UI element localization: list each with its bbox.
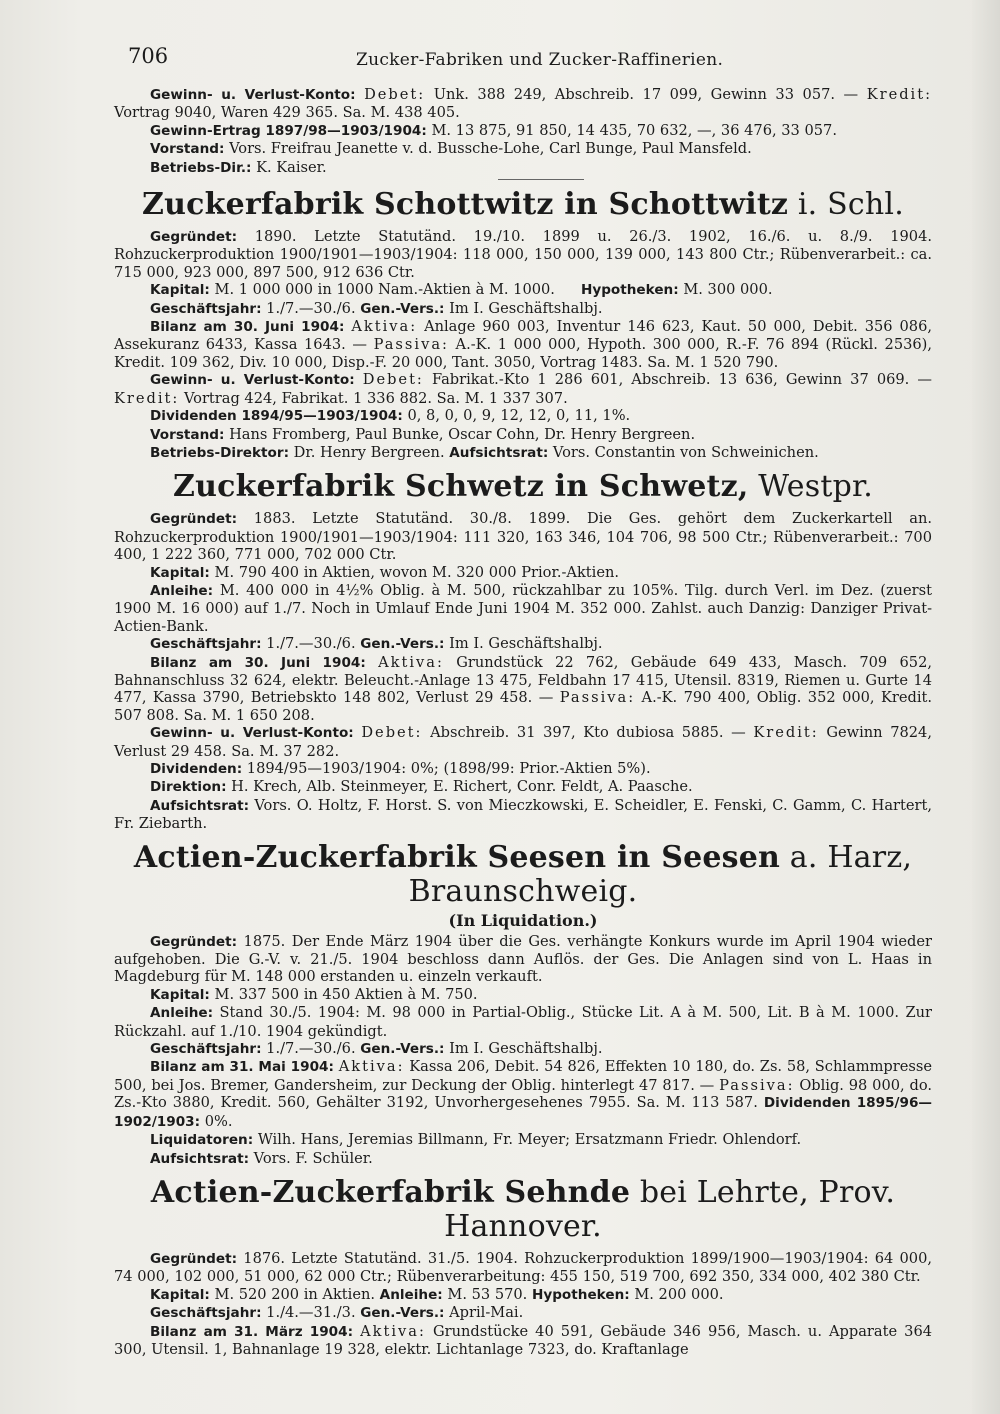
- text: 1./4.—31./3.: [266, 1304, 356, 1322]
- label: Vorstand:: [150, 141, 225, 158]
- paragraph-bilanz: [114, 1058, 932, 1131]
- label: Geschäftsjahr:: [150, 636, 262, 653]
- text: Grundstück 22 762, Gebäude 649 433, Masch. 709 652, Bahnanschluss 32 624, elektr. Beleucht.-Anlage 13 475, Feldbahn 17 415, Utensil. 8319, Riemen u. Gurte 14 477, Kassa 3790, Betriebskto 148 802, Verlust 29 458. —: [114, 653, 932, 707]
- text: Kassa 206, Debit. 54 826, Effekten 10 180, do. Zs. 58, Schlammpresse 500, bei Jos. Bremer, Gandersheim, zur Deckung der Oblig. hinterlegt 47 817. —: [114, 1058, 932, 1094]
- title-main: Actien-Zuckerfabrik Seesen in Seesen: [133, 839, 781, 875]
- label-aktiva: Aktiva:: [351, 318, 418, 336]
- label: Anleihe:: [379, 1286, 443, 1303]
- paragraph-anleihe: [114, 582, 932, 635]
- company-title: [114, 470, 932, 504]
- paragraph-vorstand: [114, 140, 932, 158]
- label: Vorstand:: [150, 426, 225, 443]
- label: Liquidatoren:: [150, 1132, 254, 1149]
- title-main: Actien-Zuckerfabrik Sehnde: [150, 1174, 631, 1210]
- label-passiva: Passiva:: [559, 689, 636, 707]
- label: Anleihe:: [150, 1005, 214, 1022]
- paragraph-aufsichtsrat: [114, 797, 932, 833]
- text: 0, 8, 0, 0, 9, 12, 12, 0, 11, 1%.: [407, 407, 631, 425]
- text: M. 400 000 in 4½% Oblig. à M. 500, rückzahlbar zu 105%. Tilg. durch Verl. im Dez. (zuerst 1900 M. 16 000) auf 1./7. Noch in Umlauf Ende Juni 1904 M. 352 000. Zahlst. auch Danzig: Danziger Privat-Actien-Bank.: [114, 581, 932, 635]
- text: Vors. Constantin von Schweinichen.: [552, 443, 819, 461]
- label: Gewinn- u. Verlust-Konto:: [150, 725, 354, 742]
- text: 1894/95—1903/1904: 0%; (1898/99: Prior.-Aktien 5%).: [246, 760, 651, 777]
- label: Kapital:: [150, 1286, 210, 1303]
- label: Dividenden 1895/96—1902/1903:: [114, 1095, 933, 1130]
- text: K. Kaiser.: [256, 158, 327, 176]
- label: Gegründet:: [150, 511, 238, 528]
- label: Gewinn-Ertrag 1897/98—1903/1904:: [150, 122, 427, 139]
- label-kredit: Kredit:: [114, 389, 180, 407]
- text: 1875. Der Ende März 1904 über die Ges. verhängte Konkurs wurde im April 1904 wieder aufgehoben. Die G.-V. v. 21./5. 1904 beschloss dann Auflös. der Ges. Die Anlagen sind von L. Haas in Magdeburg für M. 148 000 erstanden u. einzeln verkauft.: [114, 932, 932, 986]
- label: Gegründet:: [150, 1250, 238, 1267]
- text: M. 1 000 000 in 1000 Nam.-Aktien à M. 1000.: [214, 281, 555, 299]
- paragraph-geschaeftsjahr: [114, 300, 932, 318]
- label: Geschäftsjahr:: [150, 300, 262, 317]
- label: Gen.-Vers.:: [360, 636, 445, 653]
- label: Anleihe:: [150, 582, 214, 599]
- label: Bilanz am 31. Mai 1904:: [150, 1059, 334, 1076]
- divider: [498, 179, 584, 180]
- text: 0%.: [204, 1112, 233, 1130]
- text: Fabrikat.-Kto 1 286 601, Abschreib. 13 636, Gewinn 37 069. —: [431, 371, 932, 389]
- text: Grundstücke 40 591, Gebäude 346 956, Masch. u. Apparate 364 300, Utensil. 1, Bahnanlage 19 328, elektr. Lichtanlage 7323, do. Kraftanlage: [114, 1322, 933, 1358]
- text: Dr. Henry Bergreen.: [293, 443, 445, 461]
- text: Vors. Freifrau Jeanette v. d. Bussche-Lohe, Carl Bunge, Paul Mansfeld.: [229, 140, 752, 158]
- text: Vors. O. Holtz, F. Horst. S. von Mieczkowski, E. Scheidler, E. Fenski, C. Gamm, C. Hartert, Fr. Ziebarth.: [114, 796, 932, 833]
- paragraph-gegruendet: [114, 510, 932, 563]
- label: Kapital:: [150, 564, 210, 581]
- label: Dividenden:: [150, 761, 243, 777]
- entry-sehnde: [114, 1176, 932, 1358]
- label-debet: Debet:: [364, 86, 426, 103]
- label-passiva: Passiva:: [719, 1076, 795, 1094]
- paragraph-guv: [114, 724, 932, 760]
- paragraph-geschaeftsjahr: [114, 635, 932, 653]
- entry-seesen: [114, 841, 932, 1168]
- paragraph-dividenden: [114, 407, 932, 425]
- label-aktiva: Aktiva:: [378, 653, 444, 671]
- paragraph-direktion: [114, 778, 932, 796]
- text: Anlage 960 003, Inventur 146 623, Kaut. 50 000, Debit. 356 086, Assekuranz 6433, Kassa 1643. —: [114, 318, 932, 354]
- paragraph-bilanz: [114, 1323, 932, 1359]
- text: Vortrag 9040, Waren 429 365. Sa. M. 438 405.: [114, 104, 460, 122]
- page-edge: [972, 0, 1000, 1414]
- paragraph-bilanz: [114, 318, 932, 371]
- label: Gewinn- u. Verlust-Konto:: [150, 87, 356, 103]
- text: Im I. Geschäftshalbj.: [449, 1040, 603, 1058]
- company-title: [114, 841, 932, 909]
- label-kredit: Kredit:: [866, 86, 932, 103]
- text: Im I. Geschäftshalbj.: [449, 299, 603, 317]
- paragraph-guv: [114, 371, 932, 407]
- entry-schwetz: [114, 470, 932, 832]
- label: Geschäftsjahr:: [150, 1305, 262, 1322]
- label: Gegründet:: [150, 933, 238, 950]
- paragraph-bilanz: [114, 654, 932, 725]
- paragraph-kapital: [114, 564, 932, 582]
- paragraph-gv: [114, 86, 932, 122]
- text: M. 300 000.: [683, 281, 773, 299]
- text: 1./7.—30./6.: [266, 299, 356, 317]
- text: M. 337 500 in 450 Aktien à M. 750.: [214, 985, 478, 1003]
- label: Geschäftsjahr:: [150, 1041, 262, 1058]
- text: Gewinn 7824, Verlust 29 458. Sa. M. 37 282.: [114, 724, 932, 760]
- paragraph-ertrag: [114, 122, 932, 140]
- text: M. 53 570.: [447, 1285, 528, 1303]
- label: Kapital:: [150, 282, 210, 299]
- page-number: 706: [128, 44, 169, 68]
- label-passiva: Passiva:: [373, 336, 449, 354]
- title-main: Zuckerfabrik Schwetz in Schwetz,: [173, 469, 749, 505]
- running-title: Zucker-Fabriken und Zucker-Raffinerien.: [356, 50, 724, 70]
- label: Kapital:: [150, 986, 210, 1003]
- paragraph-geschaeftsjahr: [114, 1040, 932, 1058]
- paragraph-geschaeftsjahr: [114, 1304, 932, 1322]
- paragraph-gegruendet: [114, 228, 932, 281]
- label: Bilanz am 31. März 1904:: [150, 1323, 354, 1340]
- paragraph-liquidatoren: [114, 1131, 932, 1149]
- text: A.-K. 1 000 000, Hypoth. 300 000, R.-F. 76 894 (Rückl. 2536), Kredit. 109 362, Div. 10 000, Disp.-F. 20 000, Tant. 3050, Vortrag 1483. Sa. M. 1 520 790.: [114, 336, 933, 371]
- paragraph-gegruendet: [114, 933, 932, 986]
- label: Gegründet:: [150, 229, 238, 246]
- label: Gen.-Vers.:: [360, 1305, 445, 1322]
- label-aktiva: Aktiva:: [338, 1058, 405, 1076]
- label: Hypotheken:: [531, 1286, 630, 1303]
- paragraph-kapital: [114, 1286, 932, 1304]
- company-title: [114, 1176, 932, 1244]
- text: Stand 30./5. 1904: M. 98 000 in Partial-Oblig., Stücke Lit. A à M. 500, Lit. B à M. 1000. Zur Rückzahl. auf 1./10. 1904 gekündigt.: [114, 1004, 933, 1040]
- paragraph-dividenden: [114, 760, 932, 778]
- paragraph-anleihe: [114, 1004, 932, 1040]
- page-content: [114, 86, 932, 1358]
- label-kredit: Kredit:: [753, 724, 819, 742]
- label: Hypotheken:: [580, 282, 679, 299]
- label-aktiva: Aktiva:: [360, 1322, 426, 1340]
- paragraph-vorstand: [114, 426, 932, 444]
- title-place: bei Lehrte, Prov. Hannover.: [444, 1174, 896, 1244]
- paragraph-betriebsdir: [114, 159, 932, 177]
- text: Vors. F. Schüler.: [253, 1149, 373, 1167]
- text: M. 790 400 in Aktien, wovon M. 320 000 Prior.-Aktien.: [214, 563, 619, 581]
- title-main: Zuckerfabrik Schottwitz in Schottwitz: [142, 187, 789, 223]
- label: Dividenden 1894/95—1903/1904:: [150, 408, 403, 425]
- entry-schottwitz: [114, 188, 932, 462]
- label: Direktion:: [150, 779, 227, 796]
- label: Gewinn- u. Verlust-Konto:: [150, 372, 355, 389]
- text: 1876. Letzte Statutänd. 31./5. 1904. Rohzuckerproduktion 1899/1900—1903/1904: 64 000, 74 000, 102 000, 51 000, 62 000 Ctr.; Rübenverarbeitung: 455 150, 519 700, 692 350, 334 000, 402 380 Ctr.: [114, 1249, 933, 1286]
- entry-continuation: [114, 86, 932, 180]
- text: Oblig. 98 000, do. Zs.-Kto 3880, Kredit. 560, Gehälter 3192, Unvorhergesehenes 7955. Sa. M. 113 587.: [114, 1076, 932, 1112]
- text: A.-K. 790 400, Oblig. 352 000, Kredit. 507 808. Sa. M. 1 650 208.: [114, 689, 933, 724]
- text: M. 13 875, 91 850, 14 435, 70 632, —, 36 476, 33 057.: [431, 121, 837, 139]
- label: Aufsichtsrat:: [449, 444, 549, 461]
- label: Betriebs-Dir.:: [150, 159, 252, 176]
- liquidation-status: (In Liquidation.): [448, 910, 598, 930]
- text: April-Mai.: [449, 1304, 524, 1322]
- text: 1./7.—30./6.: [266, 635, 356, 653]
- text: Wilh. Hans, Jeremias Billmann, Fr. Meyer; Ersatzmann Friedr. Ohlendorf.: [257, 1131, 802, 1149]
- title-place: a. Harz, Braunschweig.: [408, 839, 913, 909]
- label-debet: Debet:: [362, 371, 424, 389]
- label: Aufsichtsrat:: [150, 1150, 249, 1167]
- paragraph-kapital: [114, 281, 932, 299]
- label: Bilanz am 30. Juni 1904:: [150, 319, 345, 336]
- label: Gen.-Vers.:: [360, 300, 445, 317]
- text: Vortrag 424, Fabrikat. 1 336 882. Sa. M. 1 337 307.: [183, 389, 568, 407]
- label: Betriebs-Direktor:: [150, 444, 290, 461]
- label: Gen.-Vers.:: [360, 1041, 445, 1058]
- page-header: [120, 44, 940, 74]
- text: H. Krech, Alb. Steinmeyer, E. Richert, Conr. Feldt, A. Paasche.: [231, 778, 693, 796]
- paragraph-direktor: [114, 444, 932, 462]
- text: M. 200 000.: [634, 1285, 724, 1303]
- title-place: Westpr.: [748, 469, 873, 505]
- text: M. 520 200 in Aktien.: [214, 1285, 376, 1303]
- label: Bilanz am 30. Juni 1904:: [150, 654, 366, 671]
- title-place: i. Schl.: [788, 187, 904, 223]
- text: Unk. 388 249, Abschreib. 17 099, Gewinn 33 057. —: [433, 86, 859, 103]
- paragraph-kapital: [114, 986, 932, 1004]
- paragraph-gegruendet: [114, 1250, 932, 1286]
- company-title: [114, 188, 932, 222]
- text: Im I. Geschäftshalbj.: [449, 635, 603, 653]
- text: Abschreib. 31 397, Kto dubiosa 5885. —: [430, 724, 746, 742]
- text: 1./7.—30./6.: [266, 1040, 356, 1058]
- text: 1890. Letzte Statutänd. 19./10. 1899 u. 26./3. 1902, 16./6. u. 8./9. 1904. Rohzuckerproduktion 1900/1901—1903/1904: 118 000, 150 000, 139 000, 143 800 Ctr.; Rübenverarbeit.: ca. 715 000, 923 000, 897 500, 912 636 Ctr.: [114, 228, 932, 281]
- paragraph-aufsichtsrat: [114, 1150, 932, 1168]
- text: Hans Fromberg, Paul Bunke, Oscar Cohn, Dr. Henry Bergreen.: [229, 425, 696, 443]
- label-debet: Debet:: [361, 724, 423, 742]
- text: 1883. Letzte Statutänd. 30./8. 1899. Die Ges. gehört dem Zuckerkartell an. Rohzuckerproduktion 1900/1901—1903/1904: 111 320, 163 346, 104 706, 98 500 Ctr.; Rübenverarbeit.: 700 400, 1 222 360, 771 000, 702 000 Ctr.: [114, 510, 932, 564]
- label: Aufsichtsrat:: [150, 797, 249, 814]
